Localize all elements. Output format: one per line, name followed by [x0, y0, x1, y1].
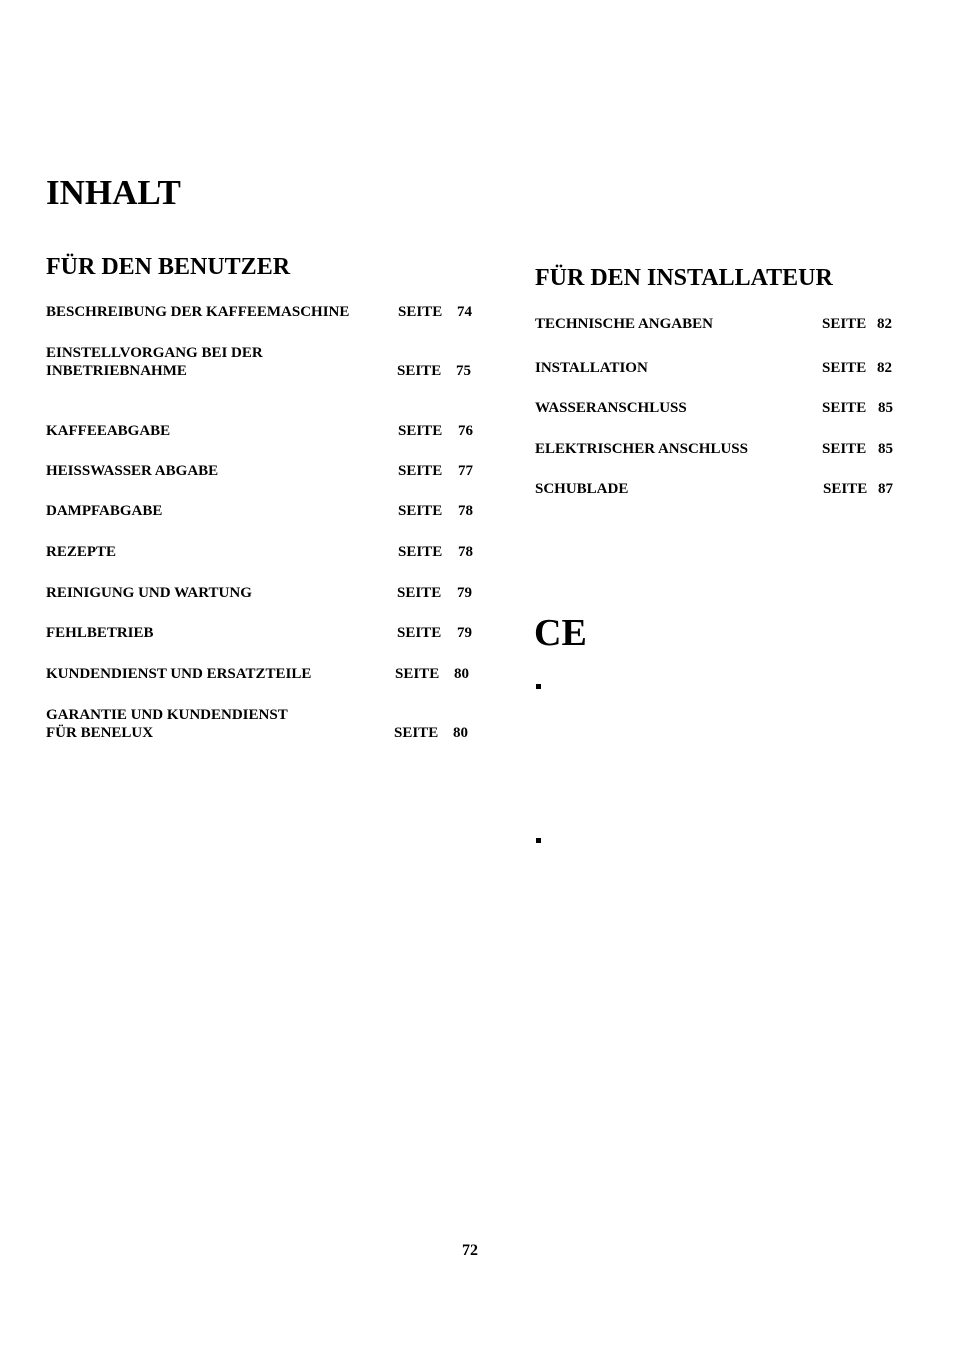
- installer-section-heading: FÜR DEN INSTALLATEUR: [535, 265, 833, 291]
- toc-item-page-label: SEITE: [397, 363, 442, 379]
- toc-item-page-label: SEITE: [822, 360, 867, 376]
- bullet-square-icon: [536, 684, 541, 689]
- toc-item-page: 80: [454, 666, 469, 682]
- bullet-square-icon: [536, 838, 541, 843]
- toc-item-label: FEHLBETRIEB: [46, 625, 154, 641]
- toc-item-label: KUNDENDIENST UND ERSATZTEILE: [46, 666, 312, 682]
- toc-item-page-label: SEITE: [822, 316, 867, 332]
- toc-item-page-label: SEITE: [397, 625, 442, 641]
- ce-mark: CE: [534, 612, 587, 654]
- toc-item-page-label: SEITE: [823, 481, 868, 497]
- toc-item-page: 87: [878, 481, 893, 497]
- toc-item-label: REINIGUNG UND WARTUNG: [46, 585, 252, 601]
- toc-item-label-line1: EINSTELLVORGANG BEI DER: [46, 345, 263, 361]
- toc-item-page-label: SEITE: [397, 585, 442, 601]
- toc-item-page-label: SEITE: [822, 441, 867, 457]
- toc-item-label: ELEKTRISCHER ANSCHLUSS: [535, 441, 748, 457]
- toc-item-label: TECHNISCHE ANGABEN: [535, 316, 713, 332]
- page-number: 72: [462, 1242, 478, 1259]
- toc-item-label-line1: GARANTIE UND KUNDENDIENST: [46, 707, 288, 723]
- toc-item-page-label: SEITE: [398, 544, 443, 560]
- toc-item-label: INSTALLATION: [535, 360, 648, 376]
- toc-item-page: 78: [458, 503, 473, 519]
- toc-item-page: 74: [457, 304, 472, 320]
- toc-item-label-line2: INBETRIEBNAHME: [46, 363, 187, 379]
- toc-item-page-label: SEITE: [398, 304, 443, 320]
- toc-item-label: REZEPTE: [46, 544, 117, 560]
- toc-item-label-line2: FÜR BENELUX: [46, 725, 154, 741]
- toc-item-page: 78: [458, 544, 473, 560]
- toc-item-page: 79: [457, 585, 472, 601]
- toc-item-page: 75: [456, 363, 471, 379]
- user-section-heading: FÜR DEN BENUTZER: [46, 254, 291, 280]
- toc-item-label: DAMPFABGABE: [46, 503, 163, 519]
- toc-item-page-label: SEITE: [395, 666, 440, 682]
- toc-item-page-label: SEITE: [822, 400, 867, 416]
- toc-item-page: 85: [878, 400, 893, 416]
- toc-item-page: 76: [458, 423, 473, 439]
- toc-item-label: BESCHREIBUNG DER KAFFEEMASCHINE: [46, 304, 350, 320]
- toc-item-label: WASSERANSCHLUSS: [535, 400, 687, 416]
- toc-item-page-label: SEITE: [398, 463, 443, 479]
- toc-item-label: SCHUBLADE: [535, 481, 629, 497]
- toc-item-page: 82: [877, 316, 892, 332]
- toc-item-page: 79: [457, 625, 472, 641]
- toc-item-page-label: SEITE: [394, 725, 439, 741]
- toc-item-label: KAFFEEABGABE: [46, 423, 171, 439]
- toc-item-page: 82: [877, 360, 892, 376]
- toc-item-page: 85: [878, 441, 893, 457]
- page-title: INHALT: [46, 173, 181, 212]
- toc-item-label: HEISSWASSER ABGABE: [46, 463, 219, 479]
- toc-item-page-label: SEITE: [398, 423, 443, 439]
- toc-item-page: 77: [458, 463, 473, 479]
- toc-item-page: 80: [453, 725, 468, 741]
- toc-item-page-label: SEITE: [398, 503, 443, 519]
